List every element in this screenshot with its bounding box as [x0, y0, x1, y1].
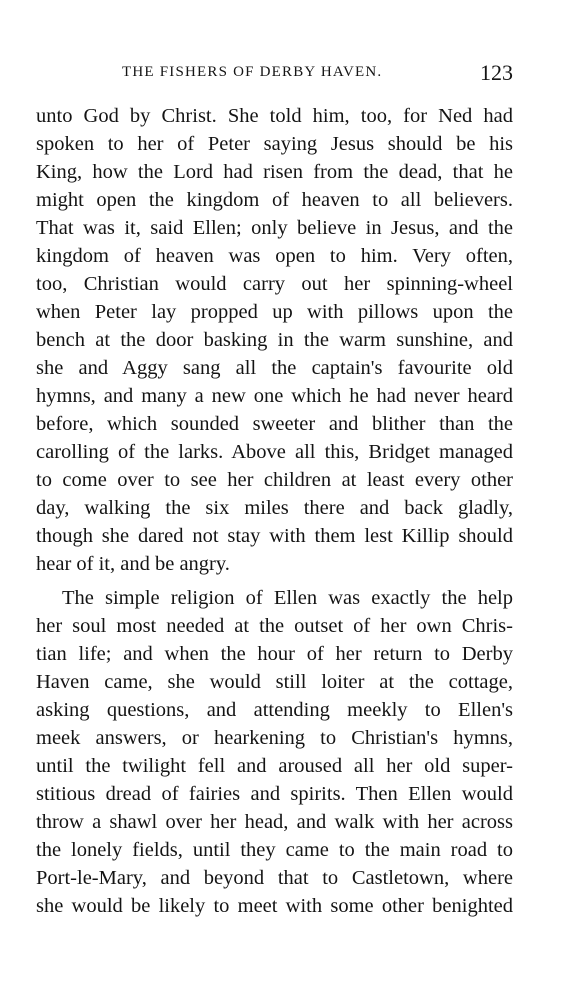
text-line: until the twilight fell and aroused all her old super-: [36, 755, 513, 777]
text-line: Port-le-Mary, and beyond that to Castletown, where: [36, 867, 513, 889]
text-line: tian life; and when the hour of her return to Derby: [36, 643, 513, 665]
text-line: might open the kingdom of heaven to all believers.: [36, 189, 513, 211]
text-line: though she dared not stay with them lest Killip should: [36, 525, 513, 547]
text-line: kingdom of heaven was open to him. Very often,: [36, 245, 513, 267]
text-line: she and Aggy sang all the captain's favourite old: [36, 357, 513, 379]
text-line: That was it, said Ellen; only believe in Jesus, and the: [36, 217, 513, 239]
text-line: meek answers, or hearkening to Christian's hymns,: [36, 727, 513, 749]
text-line: before, which sounded sweeter and blither than the: [36, 413, 513, 435]
body-text: [36, 102, 513, 920]
text-line: King, how the Lord had risen from the dead, that he: [36, 161, 513, 183]
text-line: her soul most needed at the outset of her own Chris-: [36, 615, 513, 637]
text-line: throw a shawl over her head, and walk with her across: [36, 811, 513, 833]
text-line: Haven came, she would still loiter at the cottage,: [36, 671, 513, 693]
text-line: too, Christian would carry out her spinning-wheel: [36, 273, 513, 295]
text-line: when Peter lay propped up with pillows upon the: [36, 301, 513, 323]
paragraph-2: [36, 584, 513, 920]
text-line: The simple religion of Ellen was exactly the help: [62, 587, 513, 609]
text-line: she would be likely to meet with some other benighted: [36, 895, 513, 917]
text-line: to come over to see her children at least every other: [36, 469, 513, 491]
text-line: unto God by Christ. She told him, too, for Ned had: [36, 105, 513, 127]
text-line: carolling of the larks. Above all this, Bridget managed: [36, 441, 513, 463]
text-line: hymns, and many a new one which he had never heard: [36, 385, 513, 407]
running-head: [36, 60, 513, 84]
page-number: 123: [480, 60, 513, 85]
paragraph-1: [36, 102, 513, 578]
text-line: spoken to her of Peter saying Jesus should be his: [36, 133, 513, 155]
running-title: THE FISHERS OF DERBY HAVEN.: [122, 64, 383, 80]
text-line: bench at the door basking in the warm sunshine, and: [36, 329, 513, 351]
text-line: the lonely fields, until they came to the main road to: [36, 839, 513, 861]
text-line: asking questions, and attending meekly to Ellen's: [36, 699, 513, 721]
text-line: hear of it, and be angry.: [36, 553, 230, 575]
text-line: day, walking the six miles there and back gladly,: [36, 497, 513, 519]
text-line: stitious dread of fairies and spirits. Then Ellen would: [36, 783, 513, 805]
